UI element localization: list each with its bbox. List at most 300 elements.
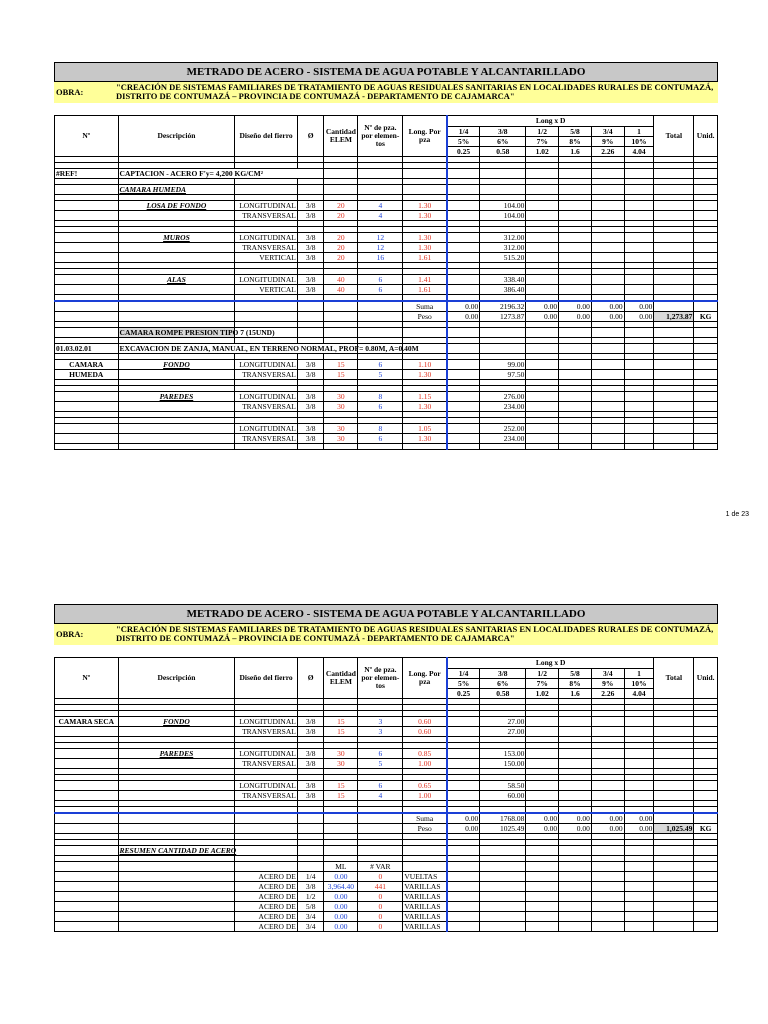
diameter-value: 3/8 [297,717,324,727]
empty-cell [324,824,358,834]
sheet-title: METRADO DE ACERO - SISTEMA DE AGUA POTABLE Y ALCANTARILLADO [54,604,718,624]
empty-cell [591,922,624,932]
empty-cell [654,872,694,882]
empty-cell [118,862,235,872]
empty-cell [559,360,592,370]
empty-cell [526,360,559,370]
empty-cell [235,444,298,450]
table-row [55,402,718,412]
empty-cell [526,344,559,354]
diam-3-8-value: 338.40 [480,275,526,285]
empty-cell [358,328,403,338]
empty-cell [591,370,624,380]
resumen-ml-header: ML [324,862,358,872]
empty-cell [55,813,119,824]
diameter-value: 3/8 [297,402,324,412]
resumen-nvar: 441 [358,882,403,892]
empty-cell [55,312,119,322]
cantidad-value: 30 [324,424,358,434]
part-name: FONDO [118,717,235,727]
empty-cell [297,312,324,322]
empty-cell [480,344,526,354]
empty-cell [624,402,654,412]
suma-value: 0.00 [526,301,559,312]
empty-cell [559,444,592,450]
empty-cell [118,912,235,922]
empty-cell [526,392,559,402]
resumen-label: ACERO DE [235,892,298,902]
empty-cell [694,727,718,737]
diam-3-8-value: 234.00 [480,434,526,444]
header-diam-cell: 3/8 [480,127,526,137]
resumen-unit: VARILLAS [403,912,447,922]
empty-cell [591,275,624,285]
resumen-nvar: 0 [358,922,403,932]
empty-cell [559,402,592,412]
diam-1-4-value [447,285,480,295]
row-number: #REF! [55,169,119,179]
cantidad-value: 20 [324,211,358,221]
empty-cell [654,922,694,932]
diam-1-4-value [447,233,480,243]
empty-cell [358,824,403,834]
empty-cell [526,424,559,434]
empty-cell [654,813,694,824]
row-label [55,727,119,737]
empty-cell [591,872,624,882]
empty-cell [559,392,592,402]
empty-cell [559,253,592,263]
part-name [118,402,235,412]
suma-value: 0.00 [591,813,624,824]
empty-cell [694,759,718,769]
resumen-unit: VARILLAS [403,902,447,912]
npza-value: 16 [358,253,403,263]
empty-cell [118,892,235,902]
empty-cell [654,243,694,253]
empty-cell [118,882,235,892]
empty-cell [654,444,694,450]
long-value: 1.30 [403,370,447,380]
peso-row [55,824,718,834]
empty-cell [694,892,718,902]
empty-cell [447,862,480,872]
empty-cell [624,781,654,791]
diameter-value: 3/8 [297,201,324,211]
col-npza: Nº de pza. por elemen-tos [358,658,403,699]
obra-label: OBRA: [56,629,84,639]
empty-cell [447,892,480,902]
suma-value: 0.00 [591,301,624,312]
resumen-diameter: 1/4 [297,872,324,882]
cantidad-value: 30 [324,402,358,412]
empty-cell [694,169,718,179]
empty-cell [526,749,559,759]
diam-3-8-value: 276.00 [480,392,526,402]
empty-cell [559,892,592,902]
empty-cell [654,749,694,759]
empty-cell [559,846,592,856]
resumen-header-row [55,862,718,872]
empty-cell [624,912,654,922]
diameter-value: 3/8 [297,791,324,801]
table-row [55,275,718,285]
empty-cell [624,243,654,253]
empty-cell [694,201,718,211]
empty-cell [591,402,624,412]
diseno-value: VERTICAL [235,253,298,263]
diameter-value: 3/8 [297,749,324,759]
page-number: 1 de 23 [725,511,749,518]
empty-cell [526,882,559,892]
suma-value: 0.00 [624,813,654,824]
empty-cell [559,791,592,801]
row-label [55,424,119,434]
empty-cell [358,846,403,856]
diam-1-4-value [447,424,480,434]
empty-cell [447,169,480,179]
diam-3-8-value: 104.00 [480,201,526,211]
long-value: 0.65 [403,781,447,791]
cantidad-value: 40 [324,275,358,285]
resumen-nvar-header: # VAR [358,862,403,872]
cantidad-value: 15 [324,360,358,370]
col-longxd: Long x D [447,658,654,669]
empty-cell [591,912,624,922]
resumen-diameter: 3/8 [297,882,324,892]
npza-value: 6 [358,781,403,791]
table-row [55,360,718,370]
empty-cell [118,902,235,912]
empty-cell [447,328,480,338]
table-row [55,717,718,727]
empty-cell [694,370,718,380]
empty-cell [694,882,718,892]
empty-cell [591,862,624,872]
empty-cell [654,201,694,211]
empty-cell [118,301,235,312]
empty-cell [118,813,235,824]
empty-cell [591,185,624,195]
long-value: 1.30 [403,434,447,444]
spacer-row [55,444,718,450]
section-title: RESUMEN CANTIDAD DE ACERO [119,845,237,855]
empty-cell [447,846,480,856]
resumen-unit: VARILLAS [403,892,447,902]
peso-row [55,312,718,322]
diameter-value: 3/8 [297,275,324,285]
empty-cell [624,717,654,727]
resumen-diameter: 5/8 [297,902,324,912]
empty-cell [624,328,654,338]
long-value: 1.61 [403,253,447,263]
table-row [55,749,718,759]
table-row [55,727,718,737]
empty-cell [324,301,358,312]
resumen-label: ACERO DE [235,902,298,912]
part-name: ALAS [118,275,235,285]
empty-cell [297,862,324,872]
empty-cell [480,846,526,856]
diameter-value: 3/8 [297,285,324,295]
col-longxd: Long x D [447,116,654,127]
section-row [55,344,718,354]
diseno-value: LONGITUDINAL [235,717,298,727]
diameter-value: 3/8 [297,360,324,370]
col-diseno: Diseño del fierro [235,658,298,699]
table-header [55,116,718,157]
empty-cell [526,892,559,902]
empty-cell [559,434,592,444]
empty-cell [694,243,718,253]
empty-cell [480,902,526,912]
col-n: Nº [55,116,119,157]
header-pct-cell: 9% [591,137,624,147]
header-wt-cell: 1.02 [526,147,559,157]
long-value: 1.10 [403,360,447,370]
diseno-value: LONGITUDINAL [235,781,298,791]
resumen-diameter: 3/4 [297,912,324,922]
section-title: CAPTACION - ACERO F'y= 4,200 KG/CM² [118,169,324,179]
empty-cell [559,233,592,243]
empty-cell [624,253,654,263]
part-name [118,243,235,253]
col-diseno: Diseño del fierro [235,116,298,157]
table-row [55,781,718,791]
part-name: PAREDES [118,749,235,759]
empty-cell [55,444,119,450]
empty-cell [591,211,624,221]
empty-cell [654,275,694,285]
empty-cell [591,444,624,450]
diseno-value: TRANSVERSAL [235,402,298,412]
header-pct-cell: 6% [480,137,526,147]
empty-cell [297,301,324,312]
diam-1-4-value [447,211,480,221]
empty-cell [55,892,119,902]
resumen-unit: VUELTAS [403,872,447,882]
table-row [55,233,718,243]
resumen-row [55,922,718,932]
col-unid: Unid. [694,658,718,699]
diseno-value: LONGITUDINAL [235,424,298,434]
header-wt-cell: 1.6 [559,147,592,157]
empty-cell [526,727,559,737]
empty-cell [694,912,718,922]
empty-cell [694,360,718,370]
empty-cell [447,902,480,912]
table-row [55,243,718,253]
diameter-value: 3/8 [297,211,324,221]
empty-cell [447,912,480,922]
empty-cell [654,781,694,791]
empty-cell [591,285,624,295]
cantidad-value: 20 [324,233,358,243]
empty-cell [403,846,447,856]
empty-cell [559,370,592,380]
empty-cell [235,824,298,834]
row-label [55,749,119,759]
steel-table-page-2 [54,657,718,932]
col-cantidad: Cantidad ELEM [324,116,358,157]
diameter-value: 3/8 [297,243,324,253]
diam-1-4-value [447,781,480,791]
table-row [55,434,718,444]
empty-cell [358,444,403,450]
diam-3-8-value: 150.00 [480,759,526,769]
empty-cell [526,862,559,872]
empty-cell [559,727,592,737]
diseno-value: VERTICAL [235,285,298,295]
empty-cell [526,402,559,412]
empty-cell [118,824,235,834]
empty-cell [591,243,624,253]
empty-cell [559,749,592,759]
header-pct-cell: 6% [480,679,526,689]
header-pct-cell: 9% [591,679,624,689]
diseno-value: LONGITUDINAL [235,749,298,759]
empty-cell [480,912,526,922]
empty-cell [480,185,526,195]
empty-cell [559,781,592,791]
row-label [55,201,119,211]
unit-value: KG [694,824,718,834]
suma-label: Suma [403,301,447,312]
diam-1-4-value [447,360,480,370]
empty-cell [654,370,694,380]
diam-1-4-value [447,791,480,801]
header-wt-cell: 4.04 [624,147,654,157]
row-label [55,402,119,412]
npza-value: 6 [358,434,403,444]
empty-cell [624,862,654,872]
col-total: Total [654,658,694,699]
empty-cell [559,759,592,769]
suma-value: 0.00 [447,813,480,824]
empty-cell [654,233,694,243]
empty-cell [654,862,694,872]
empty-cell [559,882,592,892]
empty-cell [591,344,624,354]
empty-cell [654,253,694,263]
diam-1-4-value [447,243,480,253]
header-diam-cell: 1/2 [526,669,559,679]
diameter-value: 3/8 [297,424,324,434]
npza-value: 6 [358,402,403,412]
diam-1-4-value [447,717,480,727]
col-unid: Unid. [694,116,718,157]
npza-value: 8 [358,424,403,434]
empty-cell [324,185,358,195]
row-label [55,233,119,243]
resumen-nvar: 0 [358,892,403,902]
diseno-value: TRANSVERSAL [235,211,298,221]
empty-cell [559,902,592,912]
row-label [55,275,119,285]
empty-cell [654,285,694,295]
empty-cell [559,344,592,354]
empty-cell [694,233,718,243]
empty-cell [654,360,694,370]
empty-cell [559,185,592,195]
col-phi: Ø [297,658,324,699]
diam-3-8-value: 58.50 [480,781,526,791]
col-cantidad: Cantidad ELEM [324,658,358,699]
empty-cell [297,813,324,824]
suma-value: 2196.32 [480,301,526,312]
suma-value: 0.00 [624,301,654,312]
empty-cell [235,185,298,195]
table-row [55,392,718,402]
section-row [55,846,718,856]
empty-cell [403,328,447,338]
resumen-unit: VARILLAS [403,922,447,932]
header-pct-cell: 10% [624,679,654,689]
diseno-value: TRANSVERSAL [235,759,298,769]
table-row [55,285,718,295]
npza-value: 8 [358,392,403,402]
unit-value: KG [694,312,718,322]
empty-cell [526,902,559,912]
npza-value: 12 [358,243,403,253]
npza-value: 6 [358,275,403,285]
npza-value: 3 [358,717,403,727]
empty-cell [694,922,718,932]
header-diam-cell: 1/4 [447,127,480,137]
suma-label: Suma [403,813,447,824]
diam-1-4-value [447,759,480,769]
empty-cell [591,434,624,444]
empty-cell [694,434,718,444]
empty-cell [694,749,718,759]
empty-cell [591,846,624,856]
section-title: CAMARA ROMPE PRESION TIPO 7 (15UND) [119,327,275,337]
empty-cell [624,749,654,759]
empty-cell [624,275,654,285]
empty-cell [526,912,559,922]
empty-cell [526,285,559,295]
diam-1-4-value [447,275,480,285]
peso-value: 0.00 [591,824,624,834]
part-name [118,759,235,769]
row-number [55,846,119,856]
header-diam-cell: 5/8 [559,127,592,137]
empty-cell [235,312,298,322]
empty-cell [559,862,592,872]
empty-cell [591,717,624,727]
header-wt-cell: 0.25 [447,689,480,699]
empty-cell [694,392,718,402]
empty-cell [403,444,447,450]
long-value: 1.30 [403,402,447,412]
obra-label: OBRA: [56,87,84,97]
resumen-label: ACERO DE [235,912,298,922]
diseno-value: TRANSVERSAL [235,370,298,380]
empty-cell [694,402,718,412]
header-pct-cell: 7% [526,679,559,689]
peso-value: 0.00 [447,312,480,322]
empty-cell [591,169,624,179]
suma-value: 0.00 [559,301,592,312]
part-name: MUROS [118,233,235,243]
cantidad-value: 15 [324,717,358,727]
empty-cell [447,872,480,882]
empty-cell [654,328,694,338]
long-value: 1.30 [403,243,447,253]
part-name [118,791,235,801]
diam-1-4-value [447,402,480,412]
long-value: 1.30 [403,233,447,243]
